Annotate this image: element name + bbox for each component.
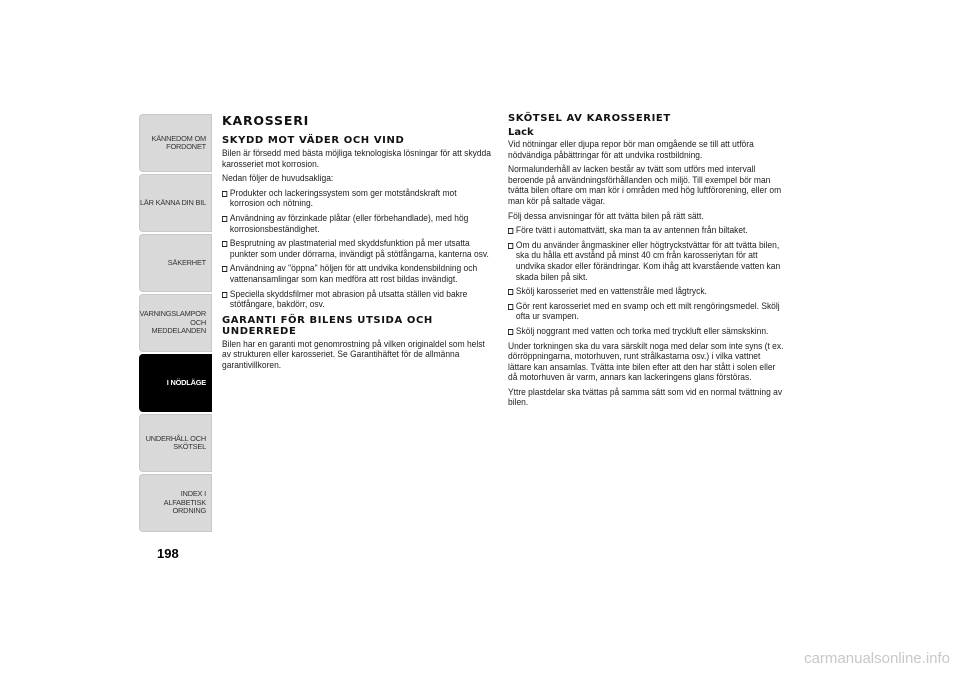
tab-i-nodlage[interactable] (139, 354, 212, 412)
list-item-text: Skölj noggrant med vatten och torka med tryckluft eller sämskskinn. (515, 325, 769, 337)
list-item-text: Om du använder ångmaskiner eller högtryckstvättar för att tvätta bilen, ska du hålla ett avstånd på minst 40 cm från karosseriytan för att undvika skador eller förändringar. Kom ihåg att kvarstående vatten kan skada bilen på sikt. (515, 239, 781, 283)
section-heading-weather-protection: SKYDD MOT VÄDER OCH VIND (222, 135, 405, 146)
tab-label: LÄR KÄNNA DIN BIL (140, 197, 207, 207)
list-item (508, 226, 785, 237)
list-item-text: Användning av förzinkade plåtar (eller förbehandlade), med hög korrosionsbeständighet. (229, 212, 469, 235)
list-item-text: Besprutning av plastmaterial med skyddsfunktion på mer utsatta punkter som under dörrarna, invändigt på stötfångarna, kanterna osv. (229, 238, 489, 260)
tab-label: INDEX I ALFABETISK ORDNING (163, 489, 206, 516)
subheading-paint: Lack (508, 127, 534, 138)
checkbox-bullet-icon (222, 191, 227, 197)
checkbox-bullet-icon (508, 289, 513, 295)
list-item (222, 239, 493, 260)
paragraph: Nedan följer de huvudsakliga: (222, 173, 334, 185)
left-column (222, 113, 492, 376)
list-item-text: Produkter och lackeringssystem som ger motståndskraft mot korrosion och nötning. (229, 187, 457, 210)
checkbox-bullet-icon (508, 304, 513, 310)
tab-underhall-och-skotsel[interactable] (139, 414, 212, 472)
list-item-text: Före tvätt i automattvätt, ska man ta av antennen från biltaket. (515, 225, 748, 237)
list-item (222, 290, 493, 311)
list-item-text: Skölj karosseriet med en vattenstråle med lågtryck. (515, 286, 707, 298)
paragraph: Normalunderhåll av lacken består av tvätt som utförs med intervall beroende på användningsförhållanden och miljö. Till exempel bör man tvätta bilen oftare om man kör i områden med hög luftförorening, eller om man kör på saltade vägar. (508, 164, 782, 207)
checkbox-bullet-icon (508, 228, 513, 234)
page-number: 198 (157, 546, 179, 561)
checkbox-bullet-icon (222, 216, 227, 222)
protection-list (222, 189, 492, 311)
tab-lar-kanna-din-bil[interactable] (139, 174, 212, 232)
list-item-text: Gör rent karosseriet med en svamp och ett milt rengöringsmedel. Skölj ofta ur svampen. (515, 300, 780, 323)
list-item (508, 302, 785, 323)
paragraph: Yttre plastdelar ska tvättas på samma sätt som vid en normal tvättning av bilen. (508, 386, 783, 409)
tab-label: UNDERHÅLL OCH SKÖTSEL (145, 433, 206, 451)
section-heading-body-care: SKÖTSEL AV KAROSSERIET (508, 113, 671, 124)
watermark: carmanualsonline.info (804, 650, 950, 667)
list-item (222, 264, 493, 285)
tab-label: SÄKERHET (167, 257, 206, 267)
chapter-tabs (139, 114, 212, 534)
checkbox-bullet-icon (222, 292, 227, 298)
list-item (508, 327, 785, 338)
checkbox-bullet-icon (508, 243, 513, 249)
list-item-text: Användning av "öppna" höljen för att undvika kondensbildning och vattenansamlingar som kan medföra att rost bildas invändigt. (229, 263, 478, 285)
washing-instructions-list (508, 226, 784, 337)
list-item-text: Speciella skyddsfilmer mot abrasion på utsatta ställen vid bakre stötfångare, bakdörr, osv. (229, 288, 468, 311)
page-title: KAROSSERI (222, 113, 310, 128)
list-item (222, 189, 493, 210)
paragraph: Bilen har en garanti mot genomrostning på vilken originaldel som helst av strukturen eller karosseriet. Se Garantihäftet för de allmänna garantivillkoren. (222, 338, 485, 371)
tab-label: I NÖDLÄGE (166, 377, 206, 387)
tab-kannedom-om-fordonet[interactable] (139, 114, 212, 172)
paragraph: Under torkningen ska du vara särskilt noga med delar som inte syns (t ex. dörröppningarna, motorhuven, runt strålkastarna osv.) i vilka vattnet lättare kan ansamlas. Tvätta inte bilen efter att den har stått i solen eller då motorhuven är varm, annars kan lackeringens glans förstöras. (508, 340, 784, 384)
paragraph: Följ dessa anvisningar för att tvätta bilen på rätt sätt. (508, 210, 704, 222)
tab-sakerhet[interactable] (139, 234, 212, 292)
list-item (508, 287, 785, 298)
tab-varningslampor[interactable] (139, 294, 212, 352)
list-item (508, 241, 785, 283)
checkbox-bullet-icon (222, 266, 227, 272)
tab-label: KÄNNEDOM OM FORDONET (151, 133, 206, 151)
checkbox-bullet-icon (508, 329, 513, 335)
checkbox-bullet-icon (222, 241, 227, 247)
paragraph: Bilen är försedd med bästa möjliga teknologiska lösningar för att skydda karosseriet mot korrosion. (222, 148, 491, 170)
paragraph: Vid nötningar eller djupa repor bör man omgående se till att utföra nödvändiga påbättringar för att undvika rostbildning. (508, 139, 754, 161)
tab-label: VARNINGSLAMPOR OCH MEDDELANDEN (139, 309, 206, 336)
section-heading-warranty: GARANTI FÖR BILENS UTSIDA OCH UNDERREDE (222, 314, 433, 337)
right-column (508, 113, 784, 413)
list-item (222, 214, 493, 235)
tab-index[interactable] (139, 474, 212, 532)
